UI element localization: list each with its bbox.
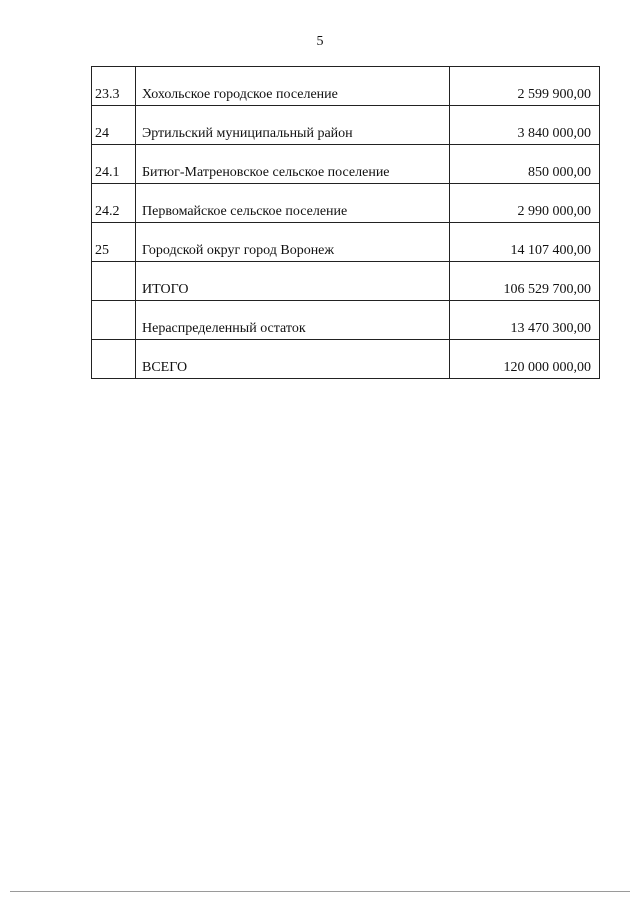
row-number: 24.1: [92, 145, 136, 184]
total-amount: 106 529 700,00: [450, 262, 600, 301]
remainder-label: Нераспределенный остаток: [136, 301, 450, 340]
amount-value: 850 000,00: [450, 145, 600, 184]
row-number: 25: [92, 223, 136, 262]
remainder-amount: 13 470 300,00: [450, 301, 600, 340]
table-row: [92, 184, 600, 223]
table-row: [92, 67, 600, 106]
municipality-name: Эртильский муниципальный район: [136, 106, 450, 145]
amount-value: 14 107 400,00: [450, 223, 600, 262]
row-number: 23.3: [92, 67, 136, 106]
table-row-total: [92, 262, 600, 301]
row-number: [92, 340, 136, 379]
grand-total-label: ВСЕГО: [136, 340, 450, 379]
municipality-name: Хохольское городское поселение: [136, 67, 450, 106]
row-number: [92, 301, 136, 340]
amount-value: 2 990 000,00: [450, 184, 600, 223]
amount-value: 2 599 900,00: [450, 67, 600, 106]
table-row: [92, 106, 600, 145]
municipality-name: Битюг-Матреновское сельское поселение: [136, 145, 450, 184]
table-row-grand-total: [92, 340, 600, 379]
municipality-name: Первомайское сельское поселение: [136, 184, 450, 223]
row-number: 24: [92, 106, 136, 145]
amount-value: 3 840 000,00: [450, 106, 600, 145]
page-number: 5: [316, 34, 324, 49]
municipality-name: Городской округ город Воронеж: [136, 223, 450, 262]
row-number: 24.2: [92, 184, 136, 223]
table-row-remainder: [92, 301, 600, 340]
table-row: [92, 223, 600, 262]
scan-edge-divider: [10, 891, 630, 892]
row-number: [92, 262, 136, 301]
grand-total-amount: 120 000 000,00: [450, 340, 600, 379]
total-label: ИТОГО: [136, 262, 450, 301]
allocation-table: [91, 66, 600, 379]
table-row: [92, 145, 600, 184]
